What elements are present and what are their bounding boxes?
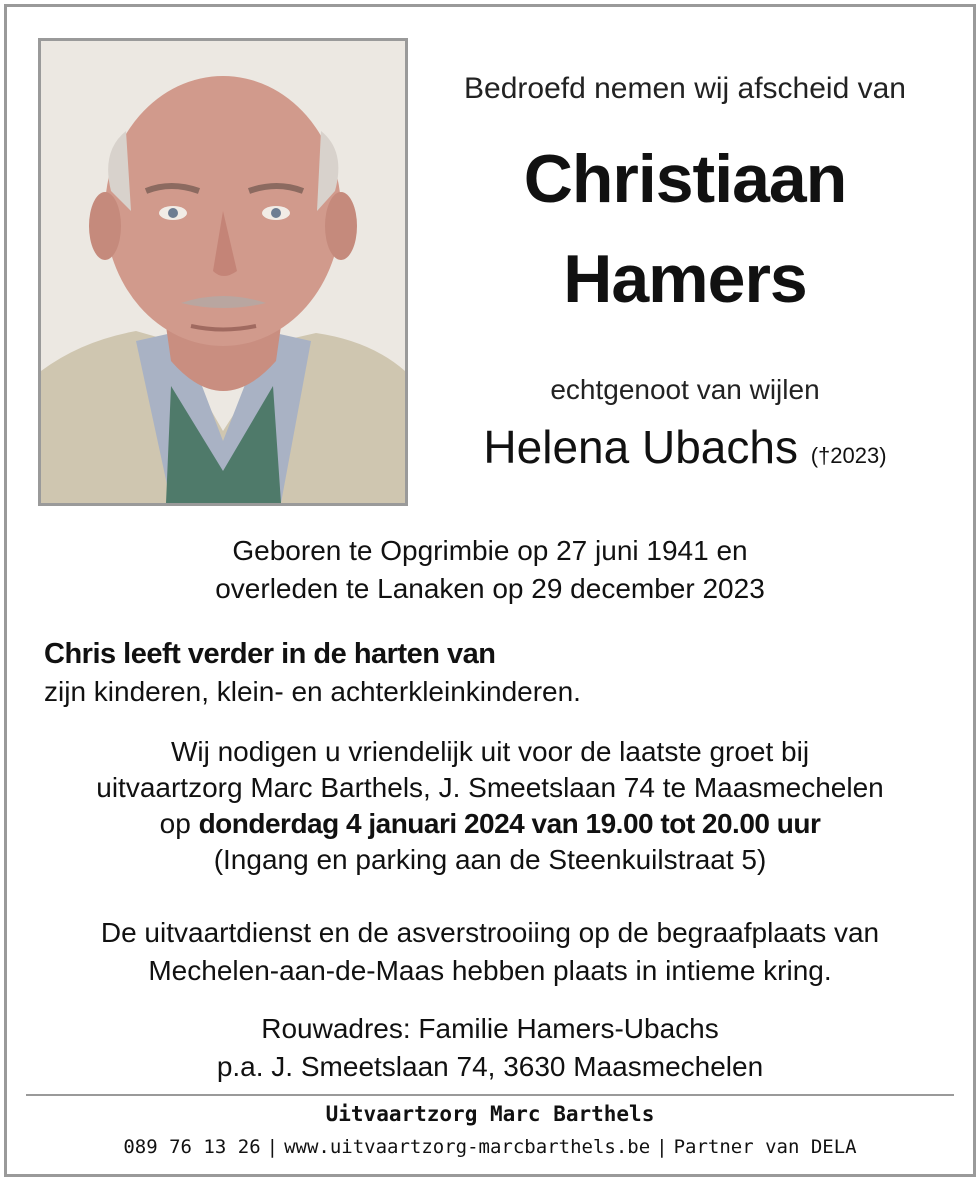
separator: | [266, 1136, 279, 1158]
born-line: Geboren te Opgrimbie op 27 juni 1941 en [232, 535, 748, 566]
deceased-first-name: Christiaan [523, 141, 847, 217]
address-line-2: p.a. J. Smeetslaan 74, 3630 Maasmechelen [216, 1051, 764, 1082]
service-line-2: Mechelen-aan-de-Maas hebben plaats in intieme kring. [148, 955, 832, 986]
invitation-block [30, 734, 950, 878]
lives-on-heading: Chris leeft verder in de harten van [44, 638, 496, 670]
funeral-home-name: Uitvaartzorg Marc Barthels [325, 1102, 655, 1126]
invite-prefix: op [159, 808, 199, 839]
spouse-line [420, 420, 950, 474]
spouse-intro: echtgenoot van wijlen [550, 374, 820, 405]
invite-line-4: (Ingang en parking aan de Steenkuilstraat 5) [213, 844, 767, 875]
birth-death-block [40, 532, 940, 608]
portrait-photo [38, 38, 408, 506]
invite-date-line [30, 806, 950, 842]
spouse-death-year: (†2023) [810, 443, 887, 468]
deceased-last-name: Hamers [563, 241, 807, 317]
funeral-home-website: www.uitvaartzorg-marcbarthels.be [284, 1136, 651, 1158]
funeral-home-contact [30, 1136, 950, 1158]
invite-line-1: Wij nodigen u vriendelijk uit voor de laatste groet bij [170, 736, 810, 767]
invite-line-2: uitvaartzorg Marc Barthels, J. Smeetslaan 74 te Maasmechelen [96, 772, 884, 803]
lives-on-text: zijn kinderen, klein- en achterkleinkinderen. [44, 676, 581, 707]
partner-text: Partner van DELA [673, 1136, 857, 1158]
died-line: overleden te Lanaken op 29 december 2023 [215, 573, 765, 604]
funeral-home-phone: 089 76 13 26 [123, 1136, 261, 1158]
separator: | [656, 1136, 668, 1158]
invite-date: donderdag 4 januari 2024 van 19.00 tot 20.00 uur [198, 808, 821, 839]
mourning-address-block [30, 1010, 950, 1086]
address-line-1: Rouwadres: Familie Hamers-Ubachs [261, 1013, 719, 1044]
service-line-1: De uitvaartdienst en de asverstrooiing op de begraafplaats van [100, 917, 880, 948]
spouse-name: Helena Ubachs [483, 421, 798, 473]
service-block [30, 914, 950, 990]
footer-divider [26, 1094, 954, 1096]
intro-text: Bedroefd nemen wij afscheid van [464, 72, 906, 105]
